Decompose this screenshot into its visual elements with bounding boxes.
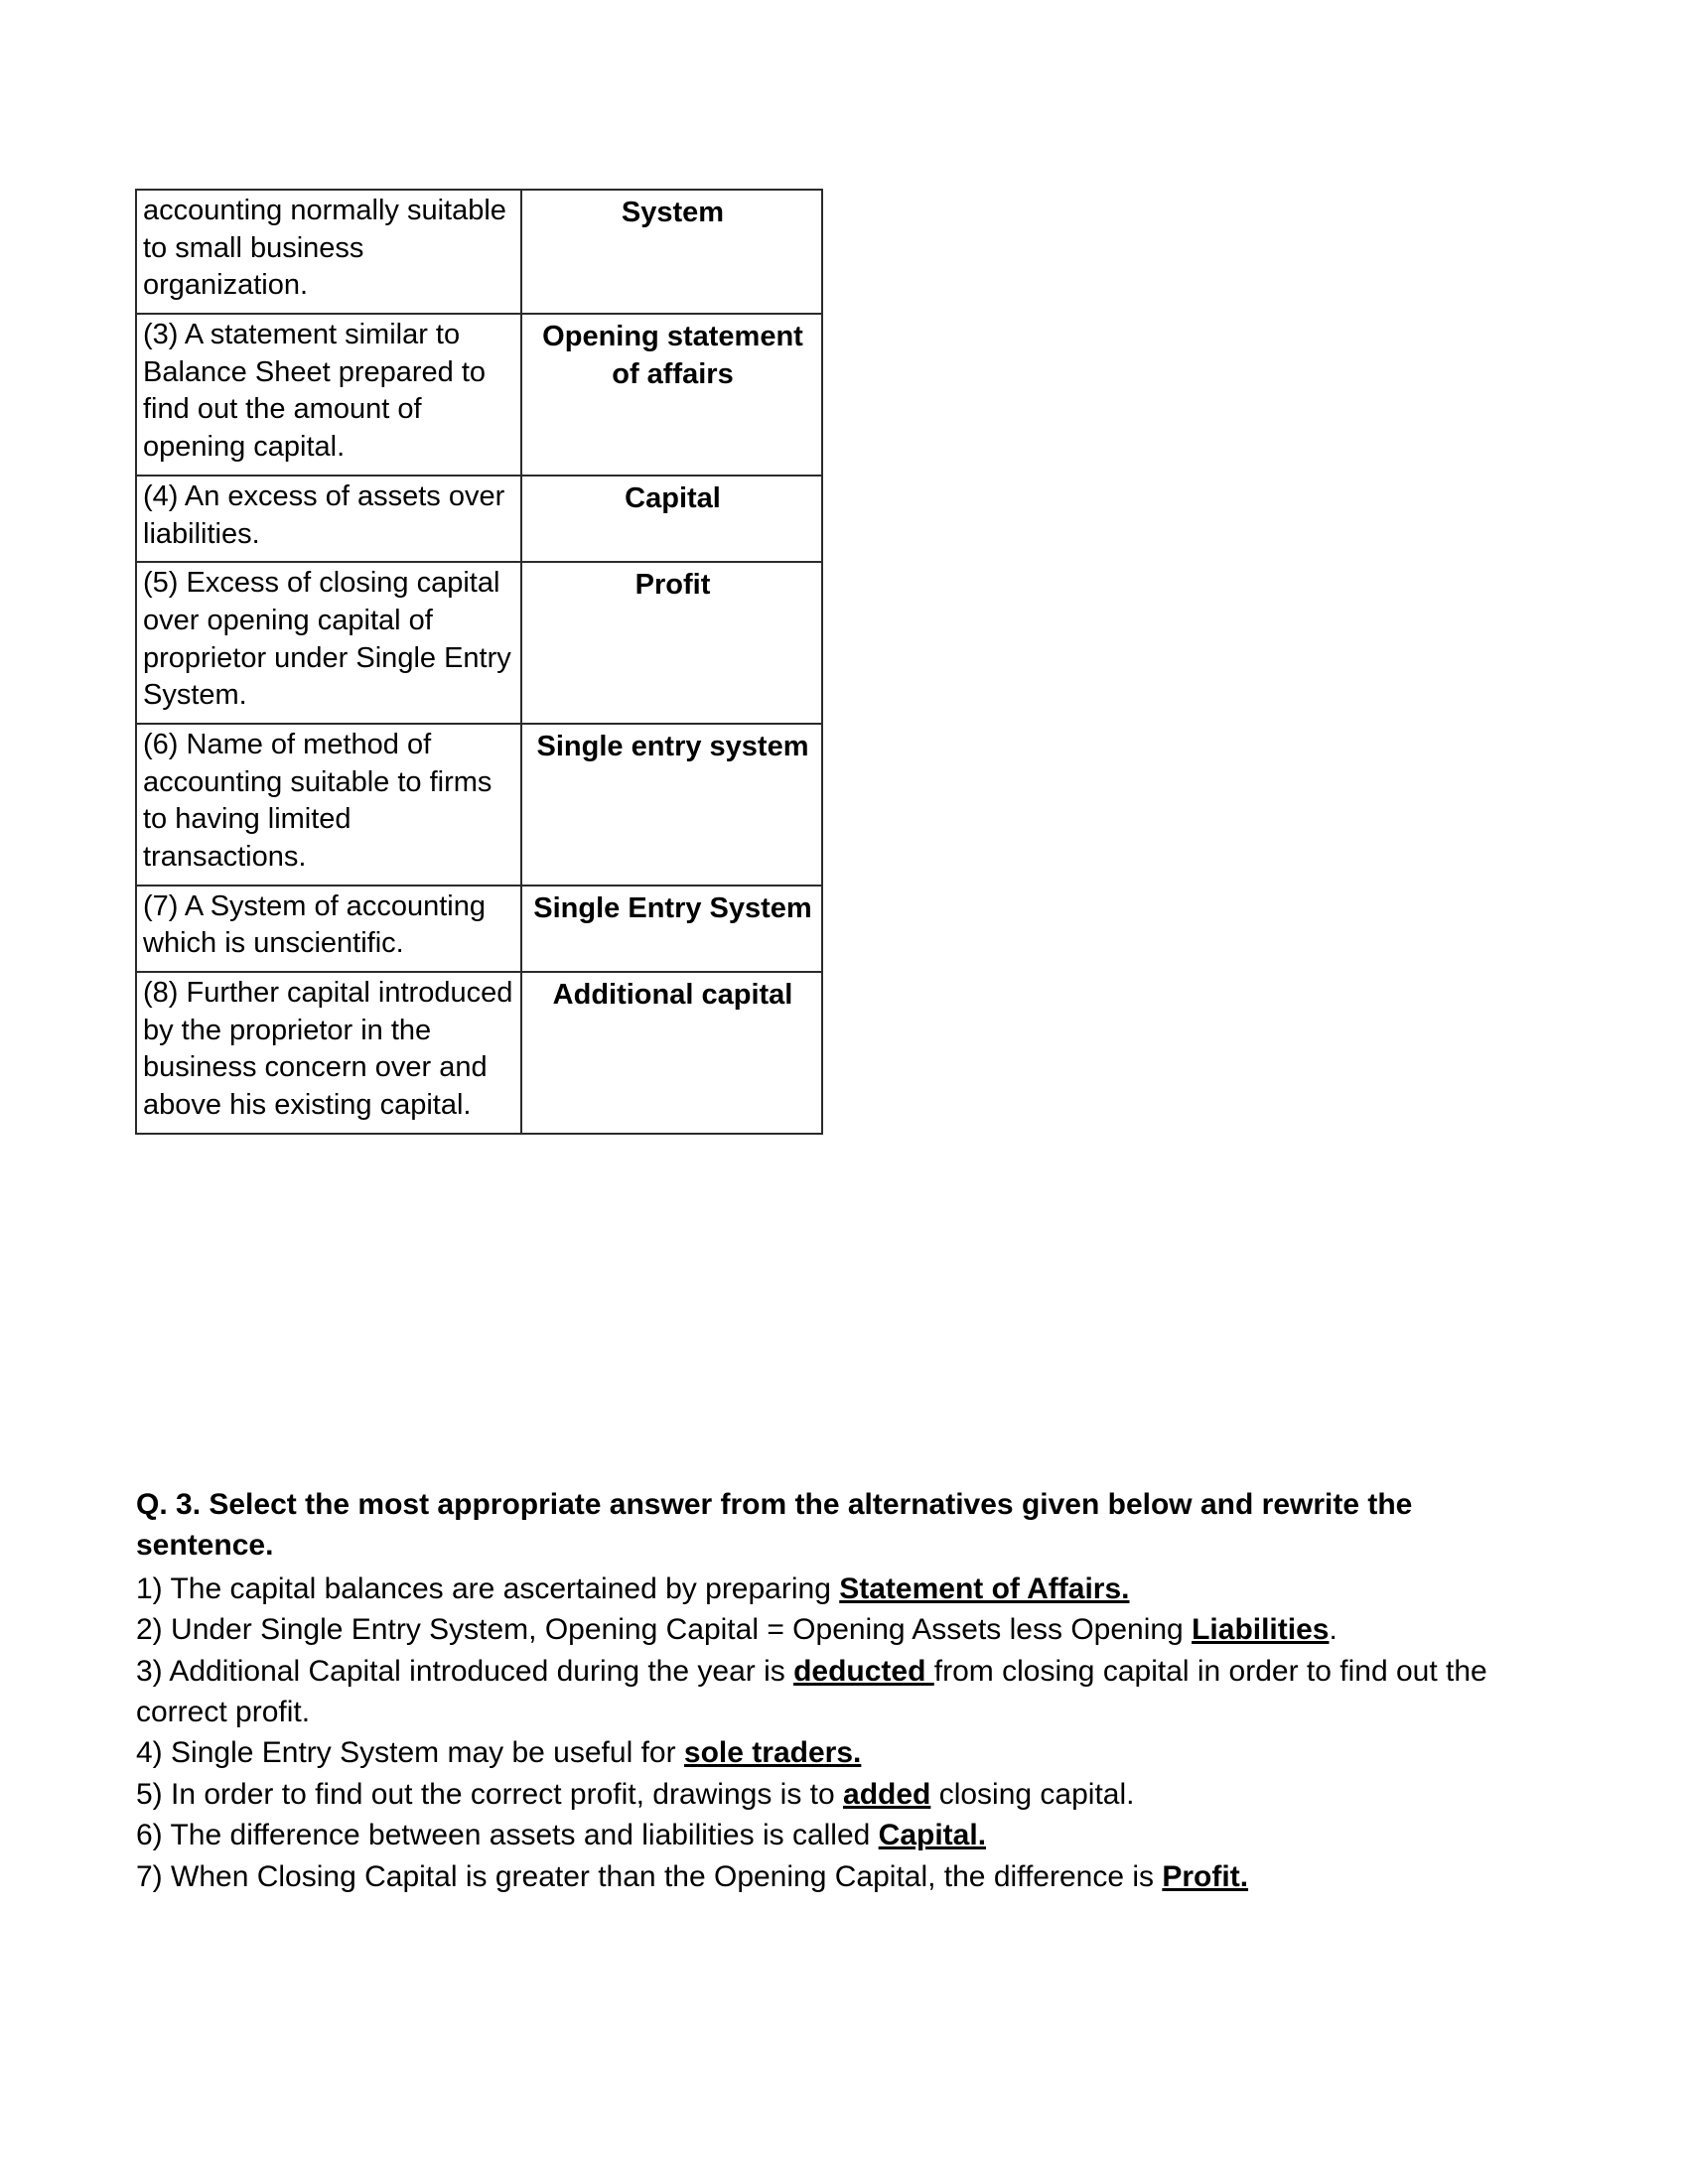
item-text-after: . [1329,1613,1337,1647]
item-answer: Profit. [1162,1859,1249,1893]
matching-table [135,189,823,1135]
item-text-after: from closing capital in order to find out the correct profit. [136,1654,1487,1728]
question-3-item [136,1774,1546,1815]
table-row [136,886,822,972]
question-3-item [136,1856,1546,1897]
item-text-before: The capital balances are ascertained by preparing [162,1571,840,1605]
item-text-before: When Closing Capital is greater than the Opening Capital, the difference is [162,1859,1163,1893]
answer-cell: Additional capital [521,972,822,1134]
item-number: 4) [136,1736,163,1770]
table-row [136,972,822,1134]
question-3-item [136,1815,1546,1855]
item-text-after: closing capital. [930,1777,1135,1811]
statement-cell: accounting normally suitable to small business organization. [136,190,521,314]
item-answer: Liabilities [1192,1613,1330,1647]
statement-cell: (7) A System of accounting which is unscientific. [136,886,521,972]
table-row [136,724,822,886]
question-3-block [136,1484,1546,1897]
answer-cell: Opening statement of affairs [521,314,822,476]
item-text-before: Additional Capital introduced during the year is [162,1654,794,1688]
answer-cell: Capital [521,476,822,562]
matching-table-body [136,190,822,1134]
item-text-before: Single Entry System may be useful for [162,1736,684,1770]
table-row [136,314,822,476]
question-3-item [136,1651,1546,1733]
question-3-item [136,1609,1546,1650]
question-3-heading: Q. 3. Select the most appropriate answer from the alternatives given below and rewrite the sentence. [136,1488,1413,1563]
statement-cell: (8) Further capital introduced by the proprietor in the business concern over and above his existing capital. [136,972,521,1134]
item-text-before: Under Single Entry System, Opening Capital = Opening Assets less Opening [162,1613,1193,1647]
table-row [136,562,822,724]
statement-cell: (6) Name of method of accounting suitable to firms to having limited transactions. [136,724,521,886]
answer-cell: Single entry system [521,724,822,886]
item-number: 5) [136,1777,163,1811]
item-text-before: In order to find out the correct profit, drawings is to [162,1777,844,1811]
item-text-before: The difference between assets and liabilities is called [162,1819,879,1852]
table-row [136,190,822,314]
answer-cell: Profit [521,562,822,724]
item-answer: Statement of Affairs. [839,1571,1130,1605]
statement-cell: (5) Excess of closing capital over opening capital of proprietor under Single Entry System. [136,562,521,724]
item-number: 3) [136,1654,163,1688]
statement-cell: (4) An excess of assets over liabilities. [136,476,521,562]
question-3-item [136,1732,1546,1773]
item-number: 1) [136,1571,163,1605]
statement-cell: (3) A statement similar to Balance Sheet prepared to find out the amount of opening capital. [136,314,521,476]
item-number: 7) [136,1859,163,1893]
item-answer: deducted [793,1654,934,1688]
table-row [136,476,822,562]
question-3-item [136,1569,1546,1609]
item-number: 2) [136,1613,163,1647]
answer-cell: System [521,190,822,314]
item-number: 6) [136,1819,163,1852]
item-answer: added [843,1777,931,1811]
item-answer: sole traders. [683,1736,862,1770]
answer-cell: Single Entry System [521,886,822,972]
item-answer: Capital. [878,1819,987,1852]
